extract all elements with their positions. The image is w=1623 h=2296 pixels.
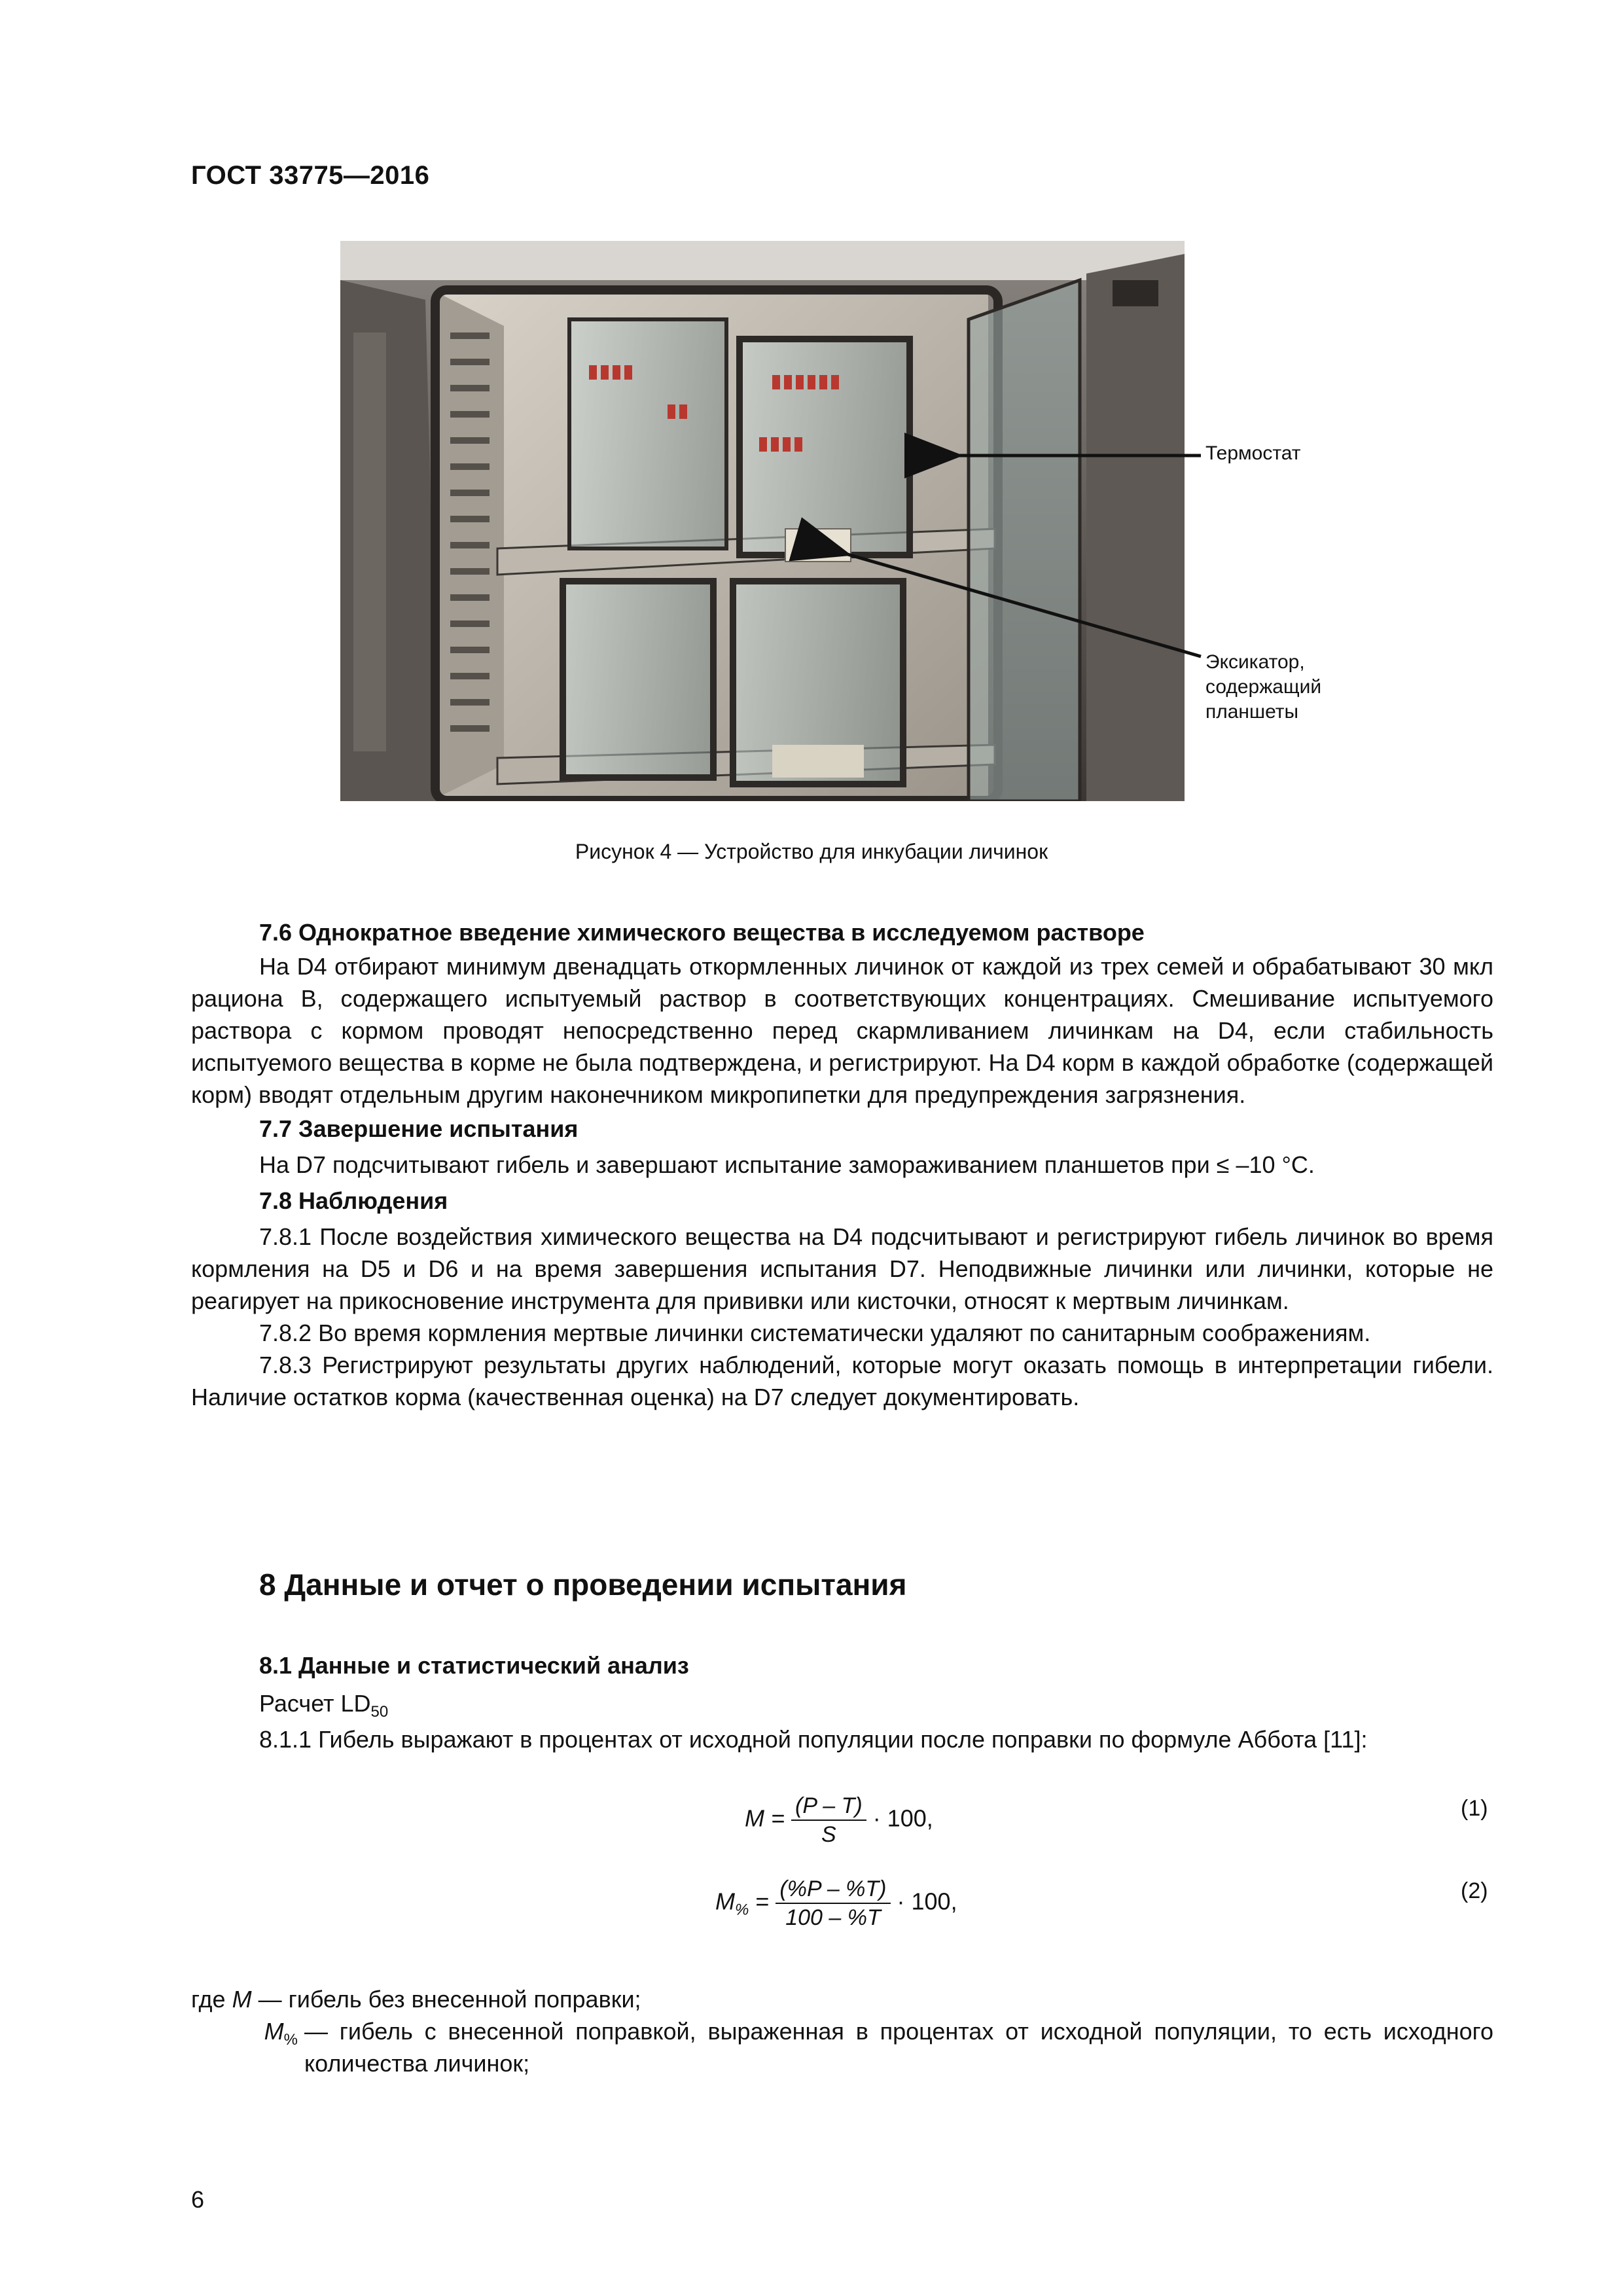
- formula-2-denominator: 100 – %T: [785, 1905, 881, 1930]
- calc-ld50-label: [259, 1690, 388, 1721]
- paragraph-7-8-1: 7.8.1 После воздействия химического вещества на D4 подсчитывают и регистрируют гибель личинок во время кормления на D5 и D6 и на время завершения испытания D7. Неподвижные личинки или личинки, которые не реагирует на прикосновение инструмента для прививки или кисточки, относят к мертвым личинкам.: [191, 1223, 1493, 1314]
- page-number: 6: [191, 2186, 205, 2213]
- definition-1-symbol: M: [232, 1986, 252, 2013]
- definition-1-prefix: где: [191, 1986, 226, 2013]
- heading-7-8: 7.8 Наблюдения: [259, 1187, 448, 1214]
- formula-1-denominator: S: [821, 1822, 836, 1847]
- callout-desiccator-line3: планшеты: [1205, 701, 1299, 723]
- definitions: [191, 1983, 1493, 2079]
- formula-1: [745, 1792, 933, 1848]
- formula-2-lhs-sub: %: [735, 1901, 749, 1919]
- formula-1-fraction: [791, 1792, 866, 1848]
- formula-2: [715, 1875, 957, 1931]
- formula-1-lhs: M =: [745, 1804, 785, 1832]
- paragraph-7-7: На D7 подсчитывают гибель и завершают испытание замораживанием планшетов при ≤ –10 °С.: [259, 1151, 1315, 1178]
- document-header: ГОСТ 33775—2016: [191, 161, 430, 190]
- formula-1-tail: · 100,: [872, 1804, 933, 1832]
- paragraph-8-1-1: 8.1.1 Гибель выражают в процентах от исходной популяции после поправки по формуле Аббота [11]:: [259, 1726, 1368, 1753]
- heading-8-1: 8.1 Данные и статистический анализ: [259, 1652, 689, 1679]
- definition-2-text: — гибель с внесенной поправкой, выраженная в процентах от исходной популяции, то есть исходного количества личинок;: [304, 2018, 1493, 2077]
- definition-1-text: — гибель без внесенной поправки;: [258, 1986, 641, 2013]
- definition-2-symbol: M: [264, 2018, 284, 2045]
- paragraph-8-1-1-block: [191, 1723, 1493, 1755]
- definition-1: [191, 1983, 1493, 2015]
- definition-2: [191, 2015, 1493, 2079]
- calc-ld-text: Расчет LD: [259, 1690, 371, 1717]
- paragraph-7-6: На D4 отбирают минимум двенадцать откормленных личинок от каждой из трех семей и обрабатывают 30 мкл рациона B, содержащего испытуемый раствор в соответствующих концентрациях. Смешивание испытуемого раствора с кормом проводят непосредственно перед скармливанием личинкам на D4, если стабильность испытуемого вещества в корме не была подтверждена, и регистрируют. На D4 корм в каждой обработке (содержащей корм) вводят отдельным другим наконечником микропипетки для предупреждения загрязнения.: [191, 953, 1493, 1108]
- formula-2-tail: · 100,: [897, 1888, 957, 1915]
- callout-desiccator-line2: содержащий: [1205, 676, 1322, 698]
- formula-1-number: (1): [1461, 1796, 1488, 1821]
- definition-2-sub: %: [283, 2031, 298, 2049]
- callout-arrows: [0, 0, 1623, 825]
- paragraph-7-8-3: 7.8.3 Регистрируют результаты других наблюдений, которые могут оказать помощь в интерпретации гибели. Наличие остатков корма (качественная оценка) на D7 следует документировать.: [191, 1352, 1493, 1410]
- formula-2-eq: =: [755, 1888, 770, 1915]
- paragraph-7-8-2: 7.8.2 Во время кормления мертвые личинки систематически удаляют по санитарным соображениям.: [259, 1319, 1371, 1346]
- calc-ld-subscript: 50: [370, 1703, 389, 1721]
- heading-8: 8 Данные и отчет о проведении испытания: [259, 1568, 907, 1602]
- formula-2-number: (2): [1461, 1878, 1488, 1903]
- figure-caption: Рисунок 4 — Устройство для инкубации личинок: [575, 840, 1048, 863]
- formula-2-fraction: [776, 1875, 890, 1931]
- formula-2-numerator: (%P – %T): [776, 1875, 890, 1904]
- heading-7-6: 7.6 Однократное введение химического вещества в исследуемом растворе: [259, 919, 1145, 946]
- sections-7: [191, 916, 1493, 1413]
- heading-7-7: 7.7 Завершение испытания: [259, 1115, 579, 1142]
- formula-2-lhs: M: [715, 1888, 735, 1915]
- callout-thermostat: Термостат: [1205, 442, 1301, 464]
- callout-desiccator: [1205, 650, 1321, 725]
- formula-1-numerator: (P – T): [791, 1792, 866, 1821]
- callout-desiccator-line1: Эксикатор,: [1205, 651, 1305, 673]
